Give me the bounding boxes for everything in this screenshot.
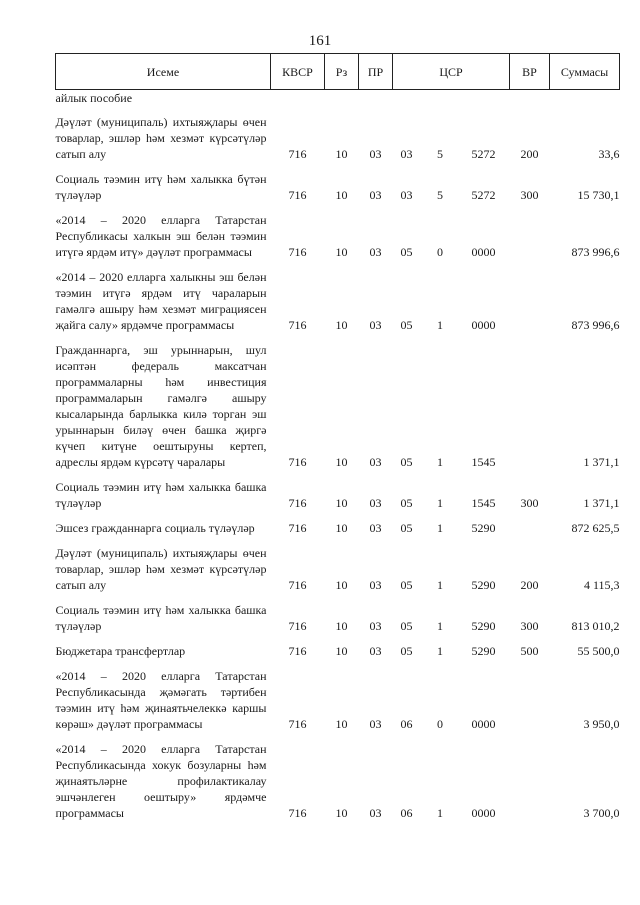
row-vr: 300 [520, 496, 539, 510]
row-csr-subprogram: 1 [437, 455, 443, 469]
row-csr [393, 265, 510, 338]
row-pr: 03 [369, 806, 382, 820]
row-kvsr: 716 [288, 147, 307, 161]
row-csr [393, 167, 510, 208]
row-csr-program: 06 [400, 806, 413, 820]
row-kvsr: 716 [288, 578, 307, 592]
row-csr-program: 05 [400, 245, 413, 259]
header-pr: ПР [359, 54, 393, 90]
row-name: «2014 – 2020 елларга Татарстан Республикасында хокук бозуларны һәм җинаятьләрне профилактикалау эшчәнлеген оештыру» ярдәмче программасы [55, 742, 267, 820]
header-rz: Рз [325, 54, 359, 90]
row-csr [393, 475, 510, 516]
row-name: «2014 – 2020 елларга Татарстан Республикасында җәмәгать тәртибен тәэмин итү һәм җинаятьчелеккә каршы көрәш» дәүләт программасы [55, 669, 267, 731]
row-pr: 03 [369, 644, 382, 658]
page-number: 161 [308, 33, 332, 49]
row-csr-program: 05 [400, 496, 413, 510]
table-row [56, 516, 620, 541]
budget-table [55, 53, 620, 826]
row-vr: 300 [520, 188, 539, 202]
header-csr: ЦСР [393, 54, 510, 90]
header-name: Исеме [56, 54, 271, 90]
header-vr: ВР [510, 54, 550, 90]
row-rz: 10 [335, 578, 348, 592]
row-kvsr: 716 [288, 717, 307, 731]
row-pr: 03 [369, 717, 382, 731]
row-csr-subprogram: 5 [437, 147, 443, 161]
header-kvsr: КВСР [271, 54, 325, 90]
row-csr [393, 598, 510, 639]
row-csr-program: 05 [400, 318, 413, 332]
row-name: Бюджетара трансфертлар [55, 644, 186, 658]
table-row [56, 265, 620, 338]
row-kvsr: 716 [288, 188, 307, 202]
table-row [56, 90, 620, 111]
row-csr-direction: 1545 [471, 496, 496, 510]
row-sum: 3 700,0 [583, 806, 620, 820]
row-name: айлык пособие [55, 91, 133, 105]
row-csr-direction: 5290 [471, 644, 496, 658]
row-rz: 10 [335, 245, 348, 259]
row-rz: 10 [335, 521, 348, 535]
row-csr-program: 05 [400, 644, 413, 658]
row-sum: 813 010,2 [571, 619, 620, 633]
row-sum: 1 371,1 [583, 455, 620, 469]
row-pr [359, 90, 393, 111]
table-row [56, 208, 620, 265]
row-name: Дәүләт (муниципаль) ихтыяҗлары өчен товарлар, эшләр һәм хезмәт күрсәтүләр сатып алу [55, 546, 267, 592]
table-row [56, 598, 620, 639]
row-kvsr: 716 [288, 644, 307, 658]
row-vr [510, 737, 550, 826]
row-sum: 1 371,1 [583, 496, 620, 510]
row-csr-program: 05 [400, 619, 413, 633]
row-pr: 03 [369, 619, 382, 633]
row-csr-direction: 5272 [471, 147, 496, 161]
row-name: Социаль тәэмин итү һәм халыкка башка түләүләр [55, 480, 267, 510]
row-sum: 872 625,5 [571, 521, 620, 535]
table-body [56, 90, 620, 827]
table-row [56, 541, 620, 598]
row-rz: 10 [335, 147, 348, 161]
row-kvsr: 716 [288, 521, 307, 535]
table-header [56, 54, 620, 90]
row-pr: 03 [369, 521, 382, 535]
row-csr-subprogram: 0 [437, 245, 443, 259]
row-csr-direction: 0000 [471, 245, 496, 259]
row-csr-subprogram: 1 [437, 806, 443, 820]
row-csr-direction: 0000 [471, 318, 496, 332]
table-row [56, 475, 620, 516]
row-rz: 10 [335, 717, 348, 731]
row-csr-program: 03 [400, 188, 413, 202]
row-kvsr: 716 [288, 455, 307, 469]
row-csr-subprogram: 1 [437, 578, 443, 592]
row-csr-direction: 0000 [471, 806, 496, 820]
row-csr [393, 90, 510, 111]
row-kvsr: 716 [288, 245, 307, 259]
row-csr [393, 541, 510, 598]
row-vr [510, 265, 550, 338]
header-sum: Суммасы [550, 54, 620, 90]
row-csr-subprogram: 1 [437, 644, 443, 658]
row-name: «2014 – 2020 елларга халыкны эш белән тәэмин итүгә ярдәм итү чараларын гамәлгә ашыру һәм хезмәт миграциясен җайга салу» ярдәмче программасы [55, 270, 267, 332]
row-vr: 200 [520, 578, 539, 592]
row-pr: 03 [369, 147, 382, 161]
row-sum: 873 996,6 [571, 318, 620, 332]
row-csr [393, 639, 510, 664]
row-sum [550, 90, 620, 111]
row-csr [393, 737, 510, 826]
row-csr-direction: 0000 [471, 717, 496, 731]
row-csr-direction: 5290 [471, 521, 496, 535]
row-pr: 03 [369, 496, 382, 510]
row-csr-subprogram: 1 [437, 496, 443, 510]
row-sum: 873 996,6 [571, 245, 620, 259]
row-csr-program: 05 [400, 578, 413, 592]
row-kvsr: 716 [288, 496, 307, 510]
row-name: «2014 – 2020 елларга Татарстан Республикасы халкын эш белән тәэмин итүгә ярдәм итү» дәүләт программасы [55, 213, 267, 259]
row-csr-subprogram: 1 [437, 521, 443, 535]
row-pr: 03 [369, 188, 382, 202]
row-kvsr: 716 [288, 619, 307, 633]
row-vr: 500 [520, 644, 539, 658]
table-row [56, 664, 620, 737]
row-rz [325, 90, 359, 111]
table-row [56, 737, 620, 826]
row-csr-direction: 5272 [471, 188, 496, 202]
row-kvsr: 716 [288, 806, 307, 820]
row-vr: 200 [520, 147, 539, 161]
table-row [56, 639, 620, 664]
row-csr-subprogram: 5 [437, 188, 443, 202]
row-sum: 15 730,1 [577, 188, 620, 202]
row-sum: 4 115,3 [583, 578, 620, 592]
row-vr: 300 [520, 619, 539, 633]
row-csr-program: 05 [400, 521, 413, 535]
row-sum: 33,6 [598, 147, 620, 161]
row-csr [393, 516, 510, 541]
row-pr: 03 [369, 245, 382, 259]
row-csr [393, 208, 510, 265]
row-vr [510, 208, 550, 265]
row-name: Эшсез гражданнарга социаль түләүләр [55, 521, 255, 535]
row-rz: 10 [335, 806, 348, 820]
row-csr-direction: 1545 [471, 455, 496, 469]
row-csr-direction: 5290 [471, 578, 496, 592]
row-rz: 10 [335, 496, 348, 510]
row-kvsr [271, 90, 325, 111]
row-vr [510, 90, 550, 111]
table-row [56, 338, 620, 475]
row-vr [510, 516, 550, 541]
row-sum: 3 950,0 [583, 717, 620, 731]
row-name: Социаль тәэмин итү һәм халыкка бүтән түләүләр [55, 172, 267, 202]
row-csr-subprogram: 1 [437, 619, 443, 633]
row-vr [510, 664, 550, 737]
row-pr: 03 [369, 455, 382, 469]
row-csr [393, 338, 510, 475]
row-csr [393, 664, 510, 737]
row-name: Гражданнарга, эш урыннарын, шул исәптән федераль максатчан программаларны һәм инвестиция программаларын гамәлгә ашыру кысаларында барлыкка килә торган эш урыннарын биләү өчен башка җиргә күчеп китүне оештыруны кертеп, адреслы ярдәм күрсәтү чаралары [55, 343, 267, 469]
row-pr: 03 [369, 318, 382, 332]
row-csr-program: 05 [400, 455, 413, 469]
row-sum: 55 500,0 [577, 644, 620, 658]
row-pr: 03 [369, 578, 382, 592]
table-row [56, 167, 620, 208]
row-rz: 10 [335, 188, 348, 202]
row-csr [393, 110, 510, 167]
row-rz: 10 [335, 455, 348, 469]
row-csr-subprogram: 1 [437, 318, 443, 332]
row-rz: 10 [335, 644, 348, 658]
row-rz: 10 [335, 318, 348, 332]
row-csr-program: 06 [400, 717, 413, 731]
row-name: Дәүләт (муниципаль) ихтыяҗлары өчен товарлар, эшләр һәм хезмәт күрсәтүләр сатып алу [55, 115, 267, 161]
table-row [56, 110, 620, 167]
row-name: Социаль тәэмин итү һәм халыкка башка түләүләр [55, 603, 267, 633]
row-csr-direction: 5290 [471, 619, 496, 633]
row-vr [510, 338, 550, 475]
row-rz: 10 [335, 619, 348, 633]
row-kvsr: 716 [288, 318, 307, 332]
row-csr-program: 03 [400, 147, 413, 161]
row-csr-subprogram: 0 [437, 717, 443, 731]
